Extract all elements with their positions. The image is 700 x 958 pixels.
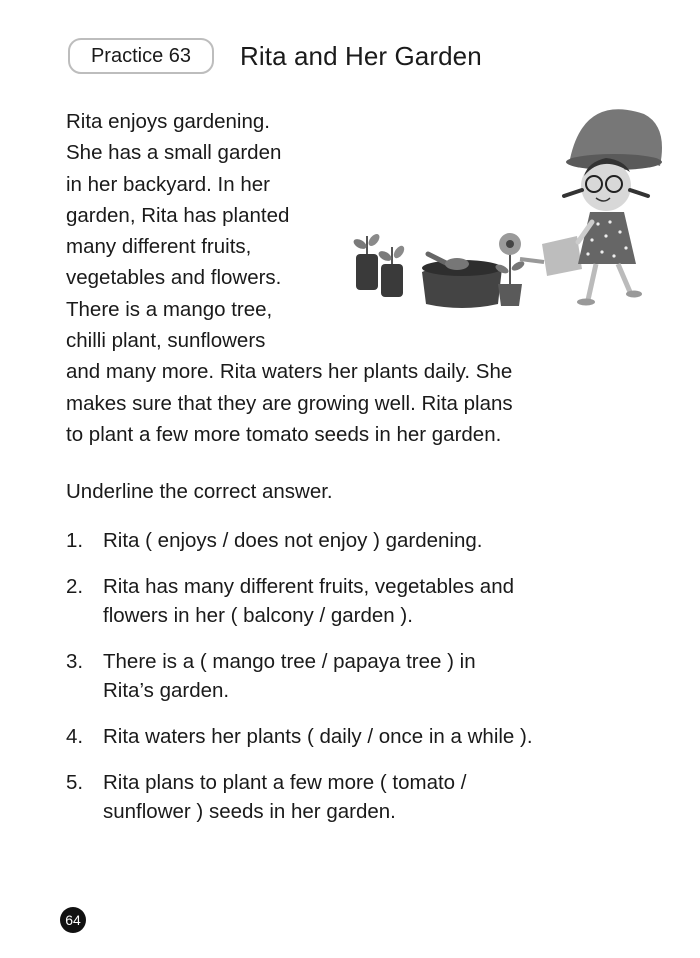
question-item [66, 647, 586, 705]
question-text: There is a ( mango tree / papaya tree ) in [103, 650, 476, 673]
question-text: Rita ( enjoys / does not enjoy ) gardening. [103, 529, 483, 552]
instruction-text: Underline the correct answer. [66, 480, 333, 503]
question-item [66, 722, 586, 751]
practice-badge: Practice 63 [68, 38, 214, 74]
question-text: sunflower ) seeds in her garden. [103, 800, 396, 823]
story-line: many different fruits, [66, 235, 252, 259]
question-list [66, 526, 586, 843]
question-number: 3. [66, 650, 84, 673]
girl-icon [564, 109, 662, 305]
question-number: 5. [66, 771, 84, 794]
story-line: Rita enjoys gardening. [66, 110, 270, 133]
story-line: chilli plant, sunflowers [66, 329, 266, 353]
story-line: in her backyard. In her [66, 172, 270, 196]
question-text: Rita waters her plants ( daily / once in a while ). [103, 725, 533, 748]
question-text: Rita plans to plant a few more ( tomato / [103, 771, 467, 794]
question-number: 4. [66, 725, 84, 748]
question-item [66, 526, 586, 555]
question-text: Rita has many different fruits, vegetables and [103, 575, 514, 598]
question-text: Rita’s garden. [103, 679, 230, 702]
story-line: She has a small garden [66, 141, 282, 165]
question-text: flowers in her ( balcony / garden ). [103, 604, 413, 627]
question-item [66, 572, 586, 630]
story-line: and many more. Rita waters her plants daily. She [66, 360, 513, 384]
page-title: Rita and Her Garden [240, 40, 482, 71]
story-line: vegetables and flowers. [66, 266, 282, 290]
story-line: makes sure that they are growing well. Rita plans [66, 391, 513, 415]
page-number-badge: 64 [60, 907, 86, 933]
question-number: 2. [66, 575, 84, 598]
soil-sack-icon [422, 254, 502, 308]
header [68, 38, 482, 74]
story-line: garden, Rita has planted [66, 203, 290, 227]
story-line: to plant a few more tomato seeds in her garden. [66, 422, 502, 446]
seedling-pot-icon [352, 232, 406, 297]
watering-can-icon [520, 236, 582, 276]
question-item [66, 768, 586, 826]
girl-watering-plants-icon [352, 104, 672, 314]
question-number: 1. [66, 529, 84, 552]
story-line: There is a mango tree, [66, 297, 273, 321]
